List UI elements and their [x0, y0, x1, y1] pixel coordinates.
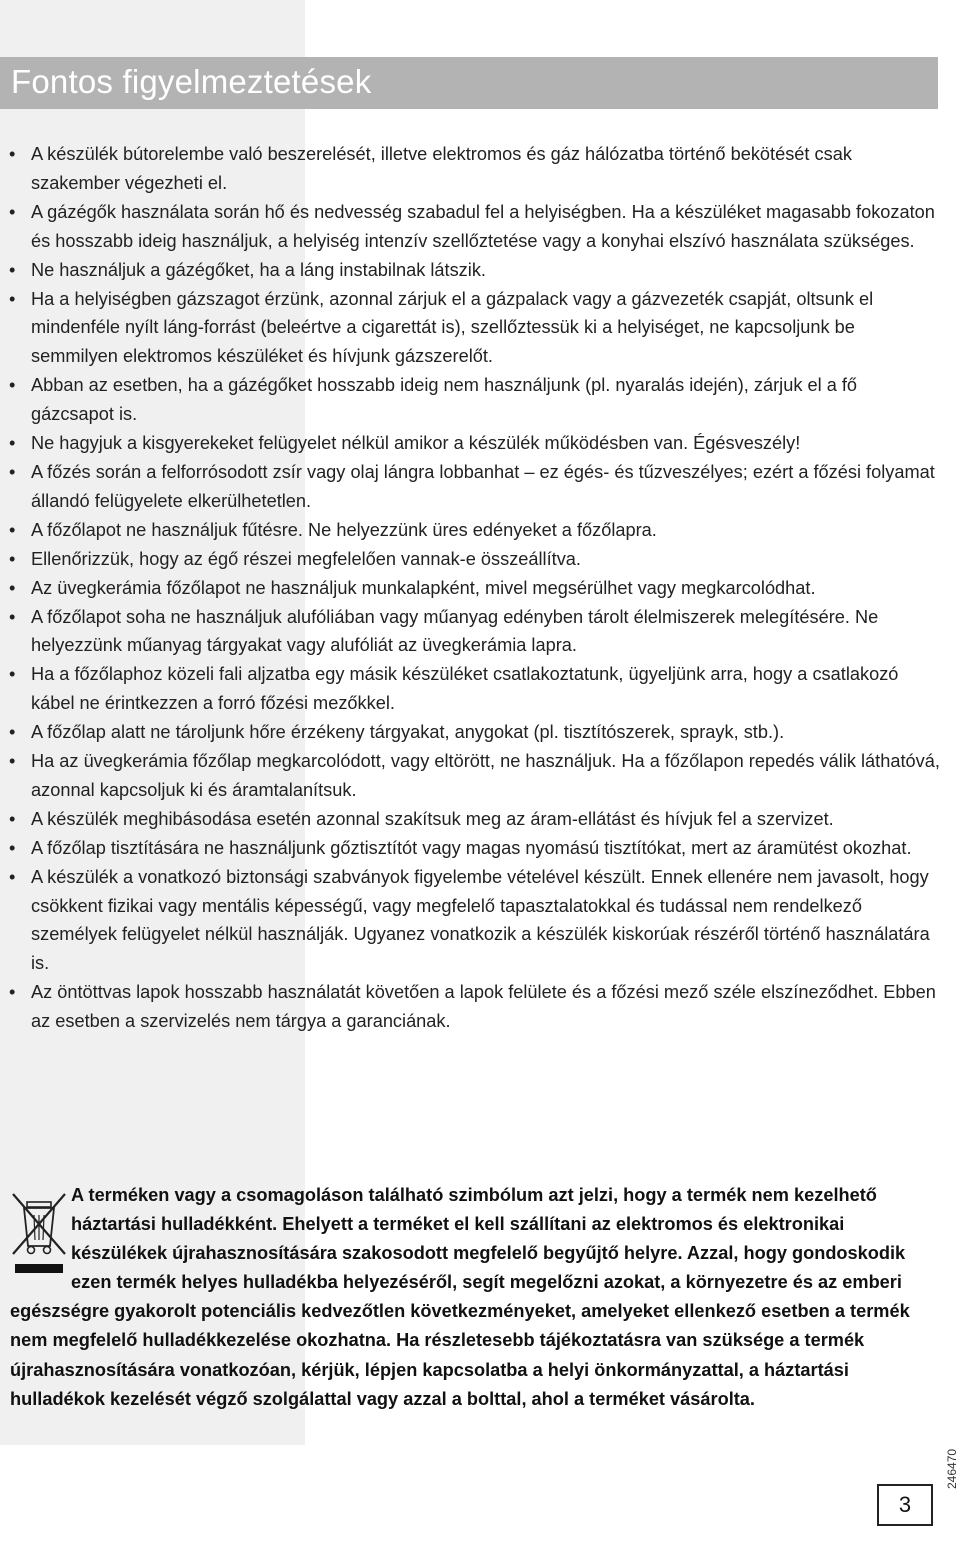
warning-text: Ha a helyiségben gázszagot érzünk, azonnal zárjuk el a gázpalack vagy a gázvezeték csapját, oltsunk el mindenféle nyílt láng-forrást (beleértve a cigarettát is), szellőztessük ki a helyiséget, ne kapcsoljunk be semmilyen elektromos készüléket és hívjunk gázszerelőt. — [31, 288, 874, 367]
bullet-icon: • — [9, 144, 16, 164]
crossed-out-wheelie-bin-icon — [9, 1188, 71, 1276]
warning-text: Az üvegkerámia főzőlapot ne használjuk munkalapként, mivel megsérülhet vagy megkarcolódhat. — [31, 577, 816, 598]
bullet-icon: • — [9, 722, 16, 743]
list-item — [0, 458, 940, 516]
list-item — [0, 747, 940, 805]
disposal-notice — [10, 1181, 935, 1414]
list-item — [0, 429, 940, 458]
bullet-icon: • — [9, 461, 16, 482]
page-title: Fontos figyelmeztetések — [11, 63, 372, 100]
page-number: 3 — [877, 1484, 933, 1526]
bullet-icon: • — [9, 606, 16, 627]
bullet-icon: • — [9, 866, 16, 887]
list-item — [0, 140, 940, 198]
warning-text: A készülék meghibásodása esetén azonnal szakítsuk meg az áram-ellátást és hívjuk fel a szervizet. — [31, 808, 834, 829]
disposal-notice-text: A terméken vagy a csomagoláson található szimbólum azt jelzi, hogy a termék nem kezelhető háztartási hulladékként. Ehelyett a terméket el kell szállítani az elektromos és elektronikai készülékek újrahasznosítására szakosodott megfelelő begyűjtő helyre. Azzal, hogy gondoskodik ezen termék helyes hulladékba helyezéséről, segít megelőzni azokat, a környezetre és az emberi egészségre gyakorolt potenciális kedvezőtlen következményeket, amelyeket ellenkező esetben a termék nem megfelelő hulladékkezelése okozhatna. Ha részletesebb tájékoztatásra van szüksége a termék újrahasznosítására vonatkozóan, kérjük, lépjen kapcsolatba a helyi önkormányzattal, a háztartási hulladékok kezelését végző szolgálattal vagy azzal a bolttal, ahol a terméket vásárolta. — [10, 1185, 910, 1409]
document-code: 246470 — [945, 1448, 959, 1489]
bullet-icon: • — [9, 433, 16, 454]
list-item — [0, 978, 940, 1036]
warning-text: A főzés során a felforrósodott zsír vagy olaj lángra lobbanhat – ez égés- és tűzveszélyes; ezért a főzési folyamat állandó felügyelete elkerülhetetlen. — [31, 461, 935, 511]
warning-text: A főzőlapot soha ne használjuk alufóliában vagy műanyag edényben tárolt élelmiszerek melegítésére. Ne helyezzünk műanyag tárgyakat vagy alufóliát az üvegkerámia lapra. — [31, 606, 879, 656]
bullet-icon: • — [9, 259, 16, 280]
list-item — [0, 834, 940, 863]
bullet-icon: • — [9, 519, 16, 540]
list-item — [0, 574, 940, 603]
list-item — [0, 198, 940, 256]
warning-text: Ellenőrizzük, hogy az égő részei megfelelően vannak-e összeállítva. — [31, 548, 581, 569]
bullet-icon: • — [9, 577, 16, 598]
list-item — [0, 516, 940, 545]
warning-text: Ne hagyjuk a kisgyerekeket felügyelet nélkül amikor a készülék működésben van. Égésveszély! — [31, 433, 801, 454]
bullet-icon: • — [9, 201, 16, 222]
warning-text: A főzőlapot ne használjuk fűtésre. Ne helyezzünk üres edényeket a főzőlapra. — [31, 519, 657, 540]
list-item — [0, 718, 940, 747]
list-item — [0, 371, 940, 429]
warning-text: A gázégők használata során hő és nedvesség szabadul fel a helyiségben. Ha a készüléket magasabb fokozaton és hosszabb ideig használjuk, a helyiség intenzív szellőztetése vagy a konyhai elszívó használata szükséges. — [31, 201, 935, 251]
list-item — [0, 863, 940, 979]
bullet-icon: • — [9, 664, 16, 685]
bullet-icon: • — [9, 982, 16, 1003]
warning-text: Az öntöttvas lapok hosszabb használatát követően a lapok felülete és a főzési mező széle elszíneződhet. Ebben az esetben a szervizelés nem tárgya a garanciának. — [31, 982, 936, 1032]
list-item — [0, 660, 940, 718]
warning-text: Ha az üvegkerámia főzőlap megkarcolódott, vagy eltörött, ne használjuk. Ha a főzőlapon repedés válik láthatóvá, azonnal kapcsoljuk ki és áramtalanítsuk. — [31, 751, 940, 800]
bullet-icon: • — [9, 375, 16, 396]
bullet-icon: • — [9, 548, 16, 569]
warning-text: Ha a főzőlaphoz közeli fali aljzatba egy másik készüléket csatlakoztatunk, ügyeljünk arra, hogy a csatlakozó kábel ne érintkezzen a forró főzési mezőkkel. — [31, 664, 899, 714]
bullet-icon: • — [9, 837, 16, 858]
section-title-bar — [0, 57, 938, 109]
bullet-icon: • — [9, 751, 16, 772]
warning-text: A főzőlap alatt ne tároljunk hőre érzékeny tárgyakat, anygokat (pl. tisztítószerek, sprayk, stb.). — [31, 722, 785, 743]
list-item — [0, 256, 940, 285]
list-item — [0, 285, 940, 372]
list-item — [0, 603, 940, 661]
warnings-list — [0, 140, 940, 1036]
warning-text: Ne használjuk a gázégőket, ha a láng instabilnak látszik. — [31, 259, 486, 280]
bullet-icon: • — [9, 288, 16, 309]
warning-text: A készülék a vonatkozó biztonsági szabványok figyelembe vételével készült. Ennek ellenére nem javasolt, hogy csökkent fizikai vagy mentális képességű, vagy megfelelő tapasztalatokkal és tudással nem rendelkező személyek felügyelet nélkül használják. Ugyanez vonatkozik a készülék kiskorúak részéről történő használatára is. — [31, 866, 930, 974]
warning-text: A főzőlap tisztítására ne használjunk gőztisztítót vagy magas nyomású tisztítókat, mert az áramütést okozhat. — [31, 837, 912, 858]
bullet-icon: • — [9, 808, 16, 829]
list-item — [0, 545, 940, 574]
warning-text: A készülék bútorelembe való beszerelését, illetve elektromos és gáz hálózatba történő bekötését csak szakember végezheti el. — [31, 144, 852, 193]
list-item — [0, 805, 940, 834]
warning-text: Abban az esetben, ha a gázégőket hosszabb ideig nem használjunk (pl. nyaralás idején), zárjuk el a fő gázcsapot is. — [31, 375, 858, 425]
